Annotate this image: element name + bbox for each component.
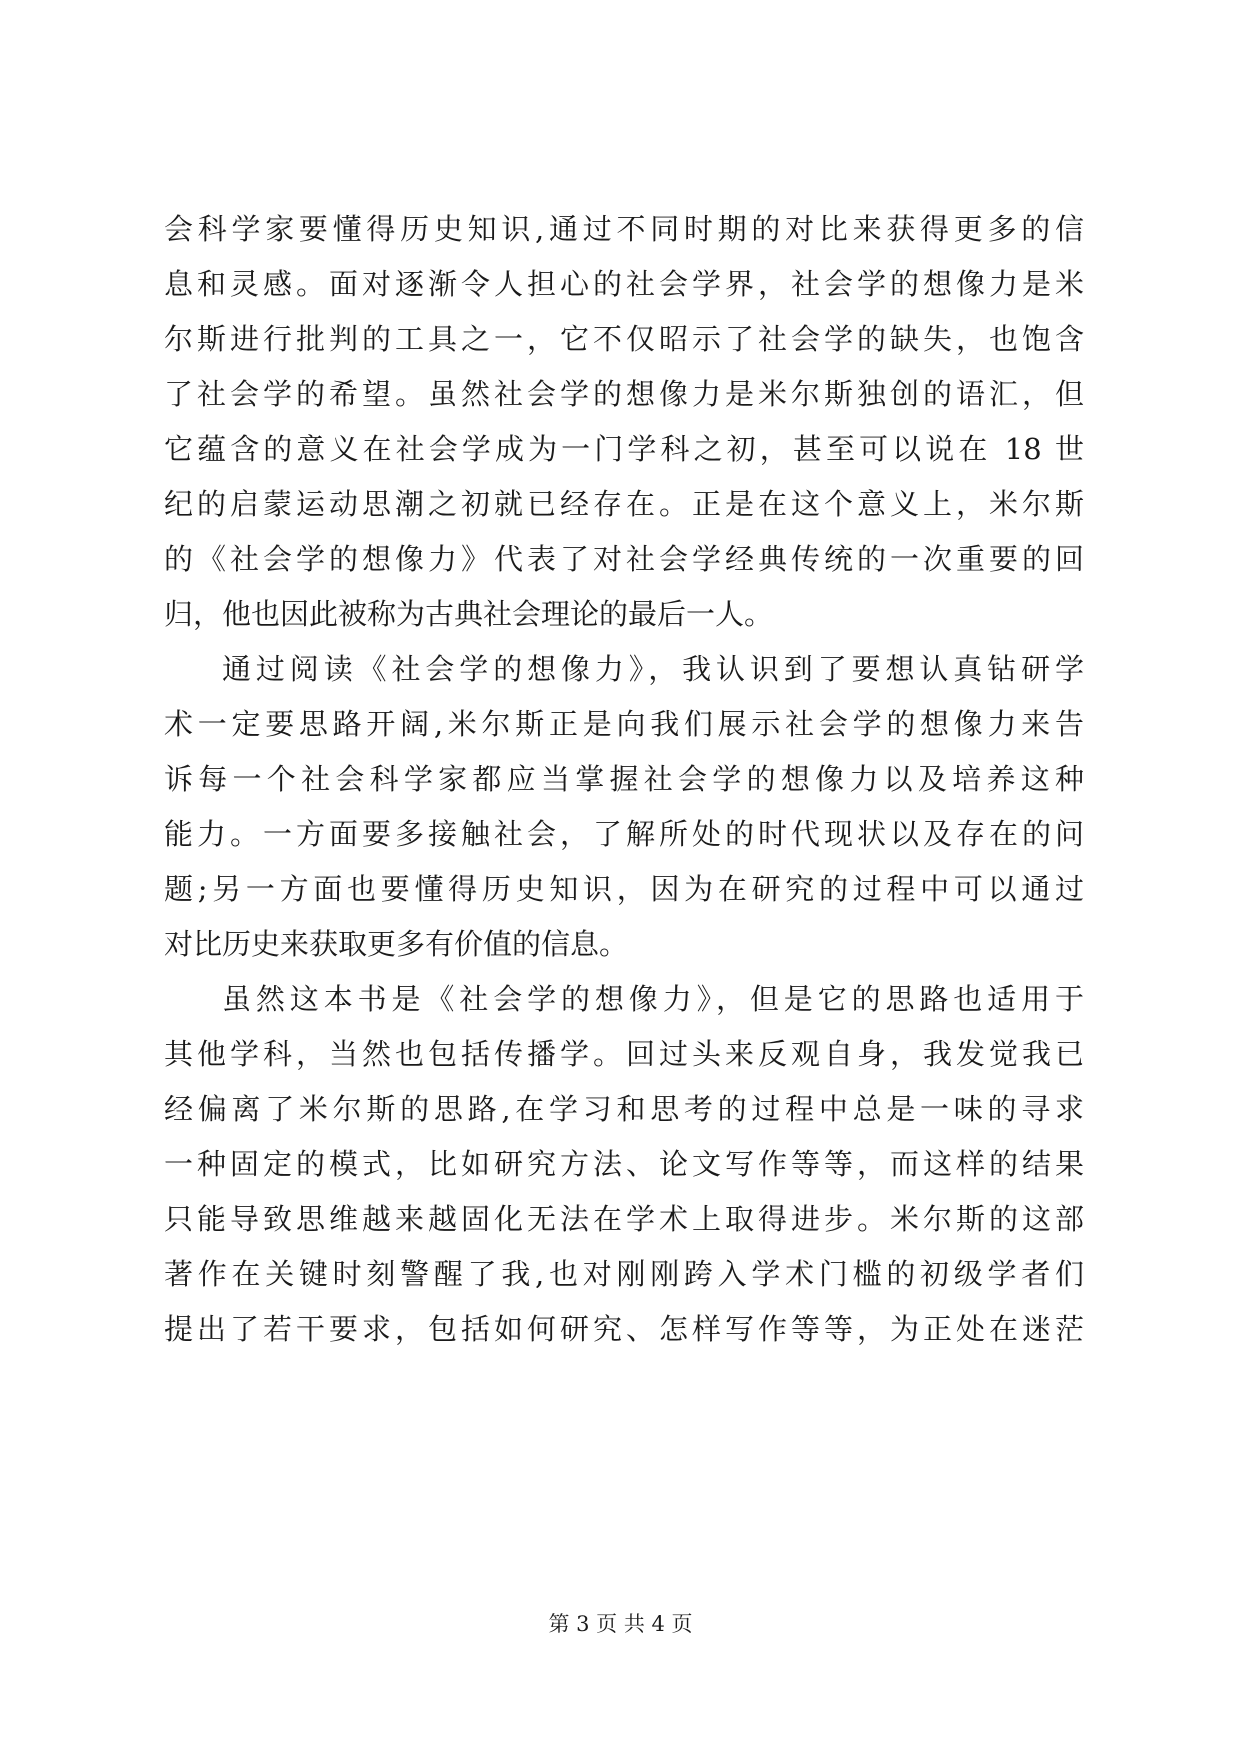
text-line: 其他学科，当然也包括传播学。回过头来反观自身，我发觉我已 — [164, 1037, 1084, 1071]
text-line: 息和灵感。面对逐渐令人担心的社会学界，社会学的想像力是米 — [164, 267, 1084, 301]
text-line: 著作在关键时刻警醒了我,也对刚刚跨入学术门槛的初级学者们 — [164, 1257, 1084, 1291]
text-line: 归，他也因此被称为古典社会理论的最后一人。 — [164, 597, 774, 631]
text-line: 通过阅读《社会学的想像力》，我认识到了要想认真钻研学 — [222, 652, 1084, 686]
text-line: 的《社会学的想像力》代表了对社会学经典传统的一次重要的回 — [164, 542, 1084, 576]
text-line: 纪的启蒙运动思潮之初就已经存在。正是在这个意义上，米尔斯 — [164, 487, 1084, 521]
text-line: 对比历史来获取更多有价值的信息。 — [164, 927, 629, 961]
text-line: 只能导致思维越来越固化无法在学术上取得进步。米尔斯的这部 — [164, 1202, 1084, 1236]
text-line: 术一定要思路开阔,米尔斯正是向我们展示社会学的想像力来告 — [164, 707, 1084, 741]
text-line: 尔斯进行批判的工具之一，它不仅昭示了社会学的缺失，也饱含 — [164, 322, 1084, 356]
text-line: 题;另一方面也要懂得历史知识，因为在研究的过程中可以通过 — [164, 872, 1084, 906]
text-line: 了社会学的希望。虽然社会学的想像力是米尔斯独创的语汇，但 — [164, 377, 1084, 411]
text-line: 虽然这本书是《社会学的想像力》，但是它的思路也适用于 — [222, 982, 1084, 1016]
text-line: 会科学家要懂得历史知识,通过不同时期的对比来获得更多的信 — [164, 212, 1084, 246]
text-line: 提出了若干要求，包括如何研究、怎样写作等等，为正处在迷茫 — [164, 1312, 1084, 1346]
text-line: 它蕴含的意义在社会学成为一门学科之初，甚至可以说在 18 世 — [164, 432, 1084, 466]
text-line: 能力。一方面要多接触社会，了解所处的时代现状以及存在的问 — [164, 817, 1084, 851]
text-line: 经偏离了米尔斯的思路,在学习和思考的过程中总是一味的寻求 — [164, 1092, 1084, 1126]
text-line: 一种固定的模式，比如研究方法、论文写作等等，而这样的结果 — [164, 1147, 1084, 1181]
page-number-footer: 第 3 页 共 4 页 — [548, 1612, 693, 1636]
text-line: 诉每一个社会科学家都应当掌握社会学的想像力以及培养这种 — [164, 762, 1084, 796]
